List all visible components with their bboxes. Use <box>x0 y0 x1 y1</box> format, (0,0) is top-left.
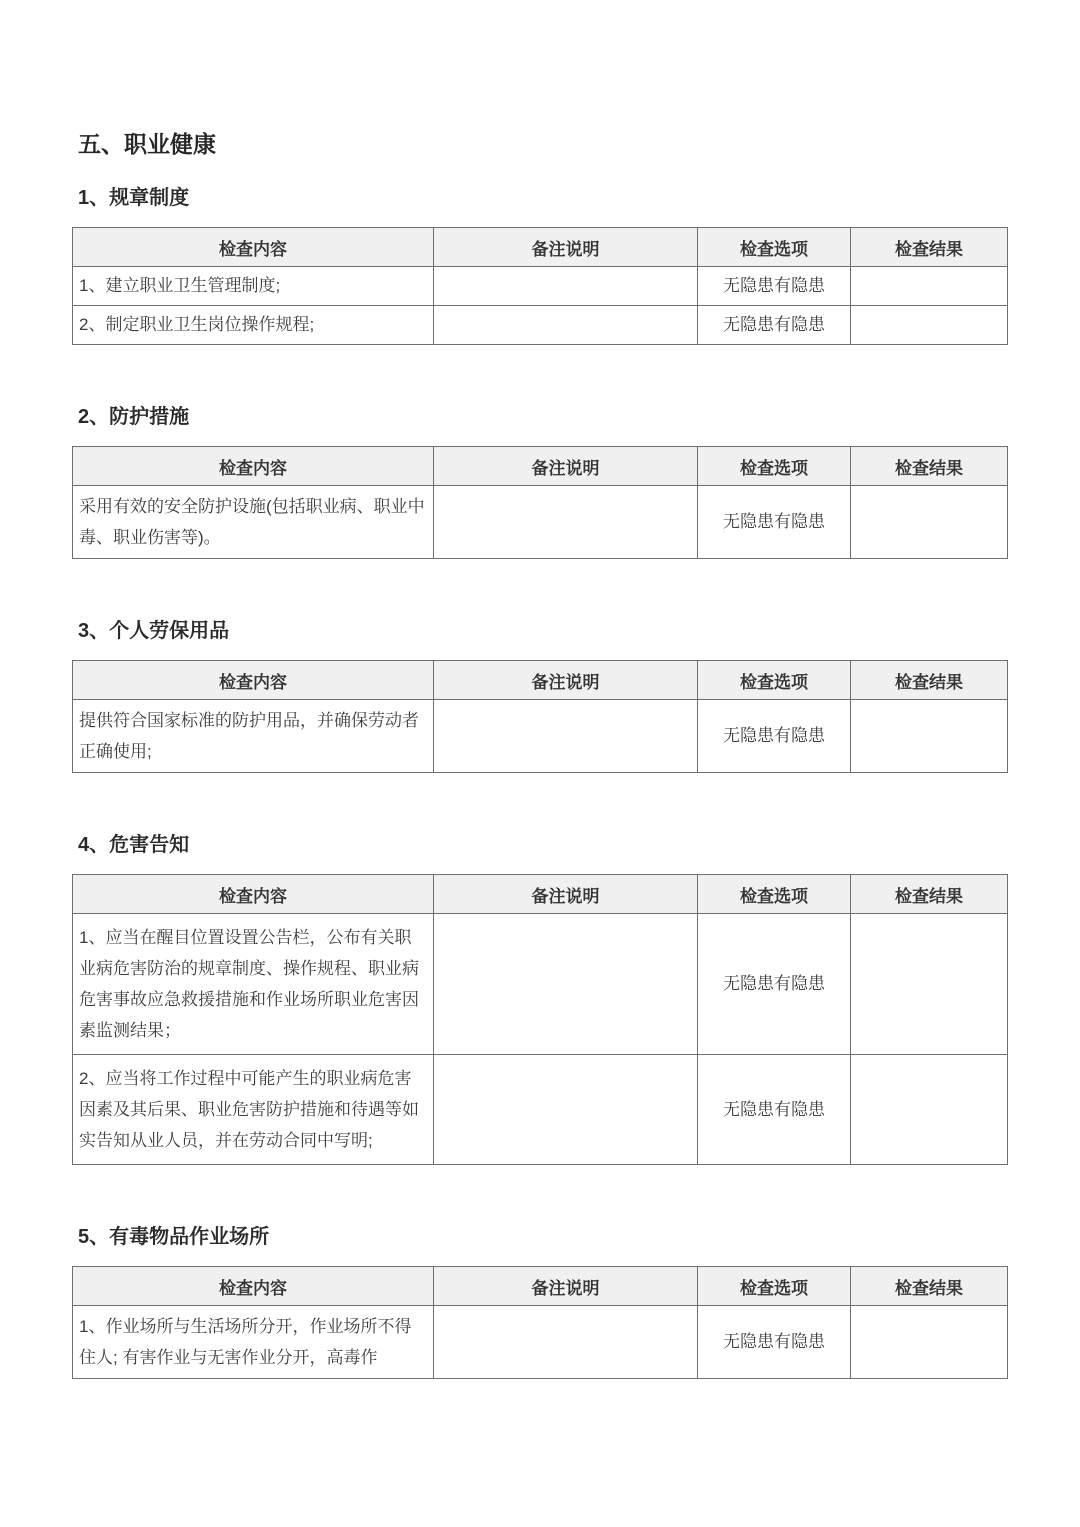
col-header-result: 检查结果 <box>851 1267 1008 1306</box>
note-cell <box>434 914 698 1055</box>
col-header-options: 检查选项 <box>698 447 851 486</box>
result-cell <box>851 1055 1008 1165</box>
result-cell <box>851 486 1008 559</box>
col-header-content: 检查内容 <box>73 1267 434 1306</box>
check-content-cell: 1、作业场所与生活场所分开，作业场所不得住人; 有害作业与无害作业分开，高毒作 <box>73 1306 434 1379</box>
options-cell: 无隐患有隐患 <box>698 267 851 306</box>
options-cell: 无隐患有隐患 <box>698 1055 851 1165</box>
col-header-options: 检查选项 <box>698 1267 851 1306</box>
table-header-row <box>73 447 1008 486</box>
check-content-cell: 2、应当将工作过程中可能产生的职业病危害因素及其后果、职业危害防护措施和待遇等如实告知从业人员，并在劳动合同中写明; <box>73 1055 434 1165</box>
section-ppe <box>72 617 1008 773</box>
section-protective-measures <box>72 403 1008 559</box>
col-header-content: 检查内容 <box>73 661 434 700</box>
check-content-cell: 1、应当在醒目位置设置公告栏，公布有关职业病危害防治的规章制度、操作规程、职业病危害事故应急救援措施和作业场所职业危害因素监测结果； <box>73 914 434 1055</box>
table-header-row <box>73 1267 1008 1306</box>
section-heading: 5、有毒物品作业场所 <box>78 1226 270 1248</box>
col-header-note: 备注说明 <box>434 1267 698 1306</box>
result-cell <box>851 1306 1008 1379</box>
col-header-note: 备注说明 <box>434 661 698 700</box>
col-header-result: 检查结果 <box>851 447 1008 486</box>
section-toxic-workplace <box>72 1223 1008 1379</box>
col-header-options: 检查选项 <box>698 228 851 267</box>
table-row <box>73 486 1008 559</box>
check-content-cell: 2、制定职业卫生岗位操作规程; <box>73 306 434 345</box>
col-header-content: 检查内容 <box>73 447 434 486</box>
page-title: 五、职业健康 <box>78 131 216 157</box>
note-cell <box>434 306 698 345</box>
options-cell: 无隐患有隐患 <box>698 306 851 345</box>
col-header-result: 检查结果 <box>851 875 1008 914</box>
table-row <box>73 1306 1008 1379</box>
col-header-note: 备注说明 <box>434 228 698 267</box>
col-header-content: 检查内容 <box>73 875 434 914</box>
inspection-table <box>72 874 1008 1165</box>
col-header-content: 检查内容 <box>73 228 434 267</box>
note-cell <box>434 700 698 773</box>
result-cell <box>851 914 1008 1055</box>
check-content-cell: 1、建立职业卫生管理制度; <box>73 267 434 306</box>
check-content-cell: 提供符合国家标准的防护用品，并确保劳动者正确使用; <box>73 700 434 773</box>
section-hazard-notification <box>72 831 1008 1165</box>
section-heading: 1、规章制度 <box>78 187 190 209</box>
section-heading: 2、防护措施 <box>78 406 190 428</box>
table-row <box>73 267 1008 306</box>
table-row <box>73 914 1008 1055</box>
inspection-table <box>72 1266 1008 1379</box>
note-cell <box>434 1306 698 1379</box>
note-cell <box>434 267 698 306</box>
table-row <box>73 306 1008 345</box>
col-header-options: 检查选项 <box>698 661 851 700</box>
options-cell: 无隐患有隐患 <box>698 486 851 559</box>
section-heading: 4、危害告知 <box>78 834 190 856</box>
col-header-note: 备注说明 <box>434 447 698 486</box>
table-header-row <box>73 228 1008 267</box>
table-header-row <box>73 661 1008 700</box>
inspection-table <box>72 660 1008 773</box>
col-header-result: 检查结果 <box>851 661 1008 700</box>
options-cell: 无隐患有隐患 <box>698 914 851 1055</box>
note-cell <box>434 486 698 559</box>
options-cell: 无隐患有隐患 <box>698 700 851 773</box>
check-content-cell: 采用有效的安全防护设施(包括职业病、职业中毒、职业伤害等)。 <box>73 486 434 559</box>
options-cell: 无隐患有隐患 <box>698 1306 851 1379</box>
result-cell <box>851 267 1008 306</box>
table-row <box>73 1055 1008 1165</box>
col-header-options: 检查选项 <box>698 875 851 914</box>
result-cell <box>851 700 1008 773</box>
section-heading: 3、个人劳保用品 <box>78 620 230 642</box>
note-cell <box>434 1055 698 1165</box>
table-header-row <box>73 875 1008 914</box>
section-rules <box>72 184 1008 345</box>
result-cell <box>851 306 1008 345</box>
col-header-note: 备注说明 <box>434 875 698 914</box>
inspection-table <box>72 227 1008 345</box>
col-header-result: 检查结果 <box>851 228 1008 267</box>
inspection-table <box>72 446 1008 559</box>
table-row <box>73 700 1008 773</box>
